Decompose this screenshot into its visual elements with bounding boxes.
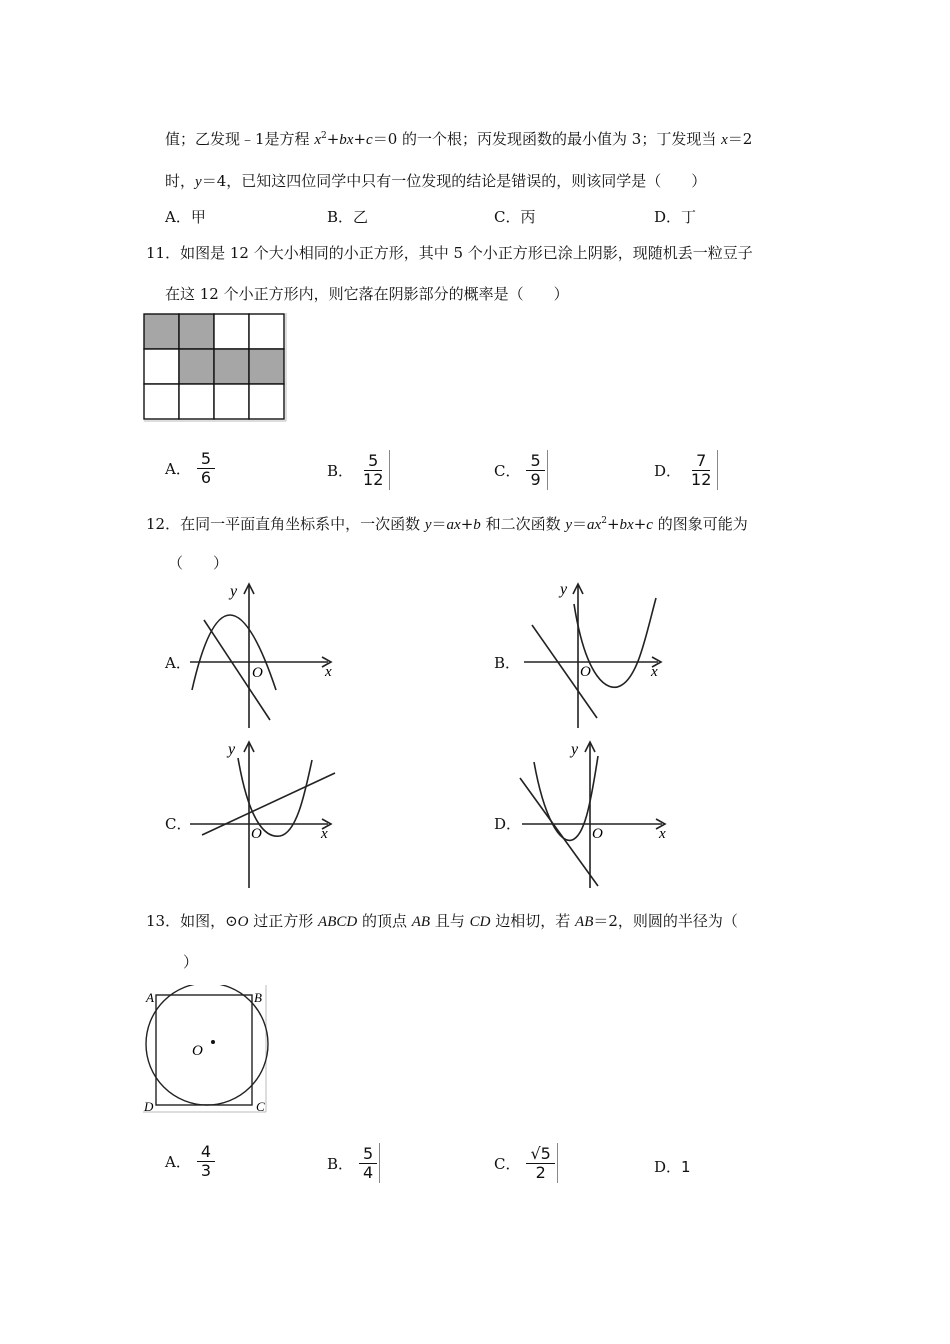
q10-l2-c: ＝4，已知这四位同学中只有一位发现的结论是错误的，则该同学是（ ） <box>201 172 707 190</box>
shaded-square <box>179 314 214 349</box>
q13-option-d-value: 1 <box>681 1157 691 1176</box>
q12-l1-o: c <box>646 517 653 533</box>
blank-square <box>214 314 249 349</box>
q13-l1-e: 的顶点 <box>357 912 412 930</box>
vertex-d-label: D <box>144 1099 154 1113</box>
shaded-square <box>214 349 249 384</box>
center-point <box>211 1040 215 1044</box>
q11-option-d-den: 12 <box>691 469 712 489</box>
q13-option-a-label: A． <box>165 1153 191 1171</box>
q11-option-c <box>494 450 548 490</box>
q11-option-a-num: 5 <box>197 450 215 469</box>
y-label: y <box>560 581 568 598</box>
q13-l1-g: 且与 <box>430 912 470 930</box>
q12-l1-f: b <box>473 517 481 533</box>
q13-l1-h: CD <box>469 914 491 930</box>
q13-figure <box>140 985 270 1113</box>
q12-l1-h: y <box>565 517 573 533</box>
shaded-square <box>144 314 179 349</box>
q12-l1-g: 和二次函数 <box>480 515 566 533</box>
q12-l1-m: bx <box>619 517 634 533</box>
q10-l1-a: 值；乙发现﹣1是方程 <box>165 130 315 148</box>
q11-option-d-num: 7 <box>692 452 710 471</box>
x-label: x <box>659 826 666 842</box>
q11-grid <box>144 313 286 421</box>
line <box>202 773 335 835</box>
y-label: y <box>228 741 236 758</box>
y-label: y <box>230 583 238 600</box>
blank-square <box>214 384 249 419</box>
origin-label: O <box>580 664 591 680</box>
q13-option-b-label: B． <box>327 1154 354 1173</box>
q12-option-c-label: C． <box>165 815 192 833</box>
q13-line1 <box>146 910 738 931</box>
q11-option-b-den: 12 <box>363 469 384 489</box>
q11-option-b <box>327 450 390 490</box>
q10-l1-i: x <box>721 132 728 148</box>
q13-option-a-fraction <box>197 1143 215 1180</box>
q13-option-d-label: D． <box>654 1158 682 1176</box>
q11-option-b-bar <box>389 450 390 490</box>
q13-l1-d: ABCD <box>318 914 358 930</box>
q10-line2 <box>165 170 706 191</box>
q13-option-a <box>165 1143 215 1180</box>
q10-option-c: C．丙 <box>494 208 536 226</box>
q13-option-b-num: 5 <box>359 1145 377 1164</box>
q11-option-c-num: 5 <box>526 452 544 471</box>
q10-l1-b: x <box>314 132 321 148</box>
q11-option-b-num: 5 <box>364 452 382 471</box>
q11-option-c-fraction <box>526 452 544 489</box>
q13-option-c-num: √5 <box>526 1145 554 1164</box>
q11-option-d-label: D． <box>654 461 682 480</box>
q13-l1-i: 边相切，若 <box>490 912 576 930</box>
q13-option-b-den: 4 <box>363 1162 374 1182</box>
q10-l1-g: c <box>366 132 373 148</box>
q12-option-a-label: A． <box>165 654 191 672</box>
q13-l1-j: AB <box>575 914 594 930</box>
parabola <box>192 615 276 690</box>
q10-l1-f: + <box>353 130 367 148</box>
q13-option-b-bar <box>379 1143 380 1183</box>
origin-label: O <box>251 826 262 842</box>
q11-option-d-fraction <box>687 452 715 489</box>
vertex-a-label: A <box>146 990 154 1005</box>
q12-option-d-label: D． <box>494 815 522 833</box>
shaded-square <box>249 349 284 384</box>
q11-option-c-den: 9 <box>530 469 541 489</box>
q12-graph-c <box>188 738 340 890</box>
q13-option-b <box>327 1143 380 1183</box>
q13-option-d <box>654 1156 691 1177</box>
vertex-c-label: C <box>256 1099 265 1113</box>
q12-line2: （ ） <box>168 554 229 572</box>
q10-l1-d: + <box>326 130 340 148</box>
q13-option-a-den: 3 <box>200 1161 212 1180</box>
q11-option-b-label: B． <box>327 461 354 480</box>
q10-l1-e: bx <box>339 132 354 148</box>
q11-option-d <box>654 450 718 490</box>
shaded-square <box>179 349 214 384</box>
q12-l1-b: y <box>424 517 432 533</box>
q11-option-a-label: A． <box>165 460 191 478</box>
q12-l1-a: 12．在同一平面直角坐标系中，一次函数 <box>146 515 425 533</box>
q10-line1 <box>165 128 752 149</box>
square-abcd <box>156 995 252 1105</box>
blank-square <box>249 384 284 419</box>
x-label: x <box>325 664 332 680</box>
blank-square <box>249 314 284 349</box>
circle-o <box>146 985 268 1105</box>
q13-l1-k: ＝2，则圆的半径为（ <box>593 912 738 930</box>
q13-option-c <box>494 1143 558 1183</box>
q11-option-a <box>165 450 215 487</box>
q12-line1 <box>146 513 748 534</box>
origin-label: O <box>252 665 263 681</box>
blank-square <box>144 384 179 419</box>
q11-grid-figure <box>143 313 288 423</box>
line <box>520 778 598 886</box>
q10-l2-b: y <box>195 174 202 190</box>
q12-l1-c: ＝ <box>431 515 447 533</box>
blank-square <box>144 349 179 384</box>
blank-square <box>179 384 214 419</box>
x-label: x <box>651 664 658 680</box>
q13-option-c-den: 2 <box>535 1162 546 1182</box>
q13-line2: ） <box>168 953 199 971</box>
q13-option-c-fraction <box>526 1145 554 1182</box>
q12-l1-k: 2 <box>601 516 607 526</box>
q13-option-c-bar <box>557 1143 558 1183</box>
q12-graph-b <box>520 580 670 730</box>
q13-l1-f: AB <box>411 914 431 930</box>
vertex-b-label: B <box>254 990 262 1005</box>
q11-line1: 11．如图是 12 个大小相同的小正方形，其中 5 个小正方形已涂上阴影，现随机丢一粒豆子 <box>146 244 753 262</box>
q13-l1-a: 13．如图，⊙ <box>146 912 238 930</box>
q10-l1-j: ＝2 <box>727 130 753 148</box>
origin-label: O <box>592 826 603 842</box>
q12-l1-j: ax <box>587 517 602 533</box>
q11-option-d-bar <box>717 450 718 490</box>
q10-l1-c: 2 <box>320 131 327 141</box>
q13-l1-c: 过正方形 <box>248 912 319 930</box>
q10-l1-h: ＝0 的一个根；丙发现函数的最小值为 3；丁发现当 <box>372 130 722 148</box>
q11-option-a-den: 6 <box>200 468 212 487</box>
q11-option-a-fraction <box>197 450 215 487</box>
q10-l2-a: 时， <box>165 172 196 190</box>
q12-graph-d <box>518 738 673 890</box>
q10-option-b: B．乙 <box>327 208 369 226</box>
q12-option-b-label: B． <box>494 654 521 672</box>
q12-l1-n: + <box>633 515 647 533</box>
q12-l1-d: ax <box>446 517 461 533</box>
q11-option-b-fraction <box>359 452 387 489</box>
x-label: x <box>321 826 328 842</box>
y-label: y <box>571 741 579 758</box>
parabola <box>534 756 598 840</box>
q11-option-c-label: C． <box>494 461 521 480</box>
q11-option-c-bar <box>547 450 548 490</box>
q12-l1-l: + <box>606 515 620 533</box>
center-o-label: O <box>192 1043 203 1059</box>
q10-option-a: A．甲 <box>165 208 206 226</box>
q10-option-d: D．丁 <box>654 208 697 226</box>
q11-line2: 在这 12 个小正方形内，则它落在阴影部分的概率是（ ） <box>165 285 569 303</box>
q13-option-b-fraction <box>359 1145 377 1182</box>
q12-l1-e: + <box>460 515 474 533</box>
q12-graph-a <box>188 580 338 730</box>
q12-l1-p: 的图象可能为 <box>652 515 748 533</box>
q13-option-a-num: 4 <box>197 1143 215 1162</box>
q12-l1-i: ＝ <box>572 515 588 533</box>
q13-l1-b: O <box>237 914 249 930</box>
q13-option-c-label: C． <box>494 1154 521 1173</box>
